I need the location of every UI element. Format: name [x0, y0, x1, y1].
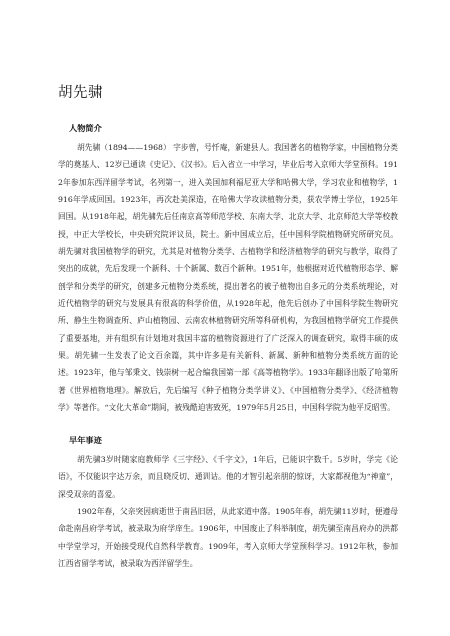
page-title: 胡先骕: [58, 85, 103, 101]
paragraph-biography-1: 胡先骕（1894——1968） 字步曾，号忏庵，新建县人。我国著名的植物学家，中国植物分类学的奠基人、12岁已通读《史记》、《汉书》。后入省立一中学习，毕业后考入京师大学堂预科。1912年参加东西洋留学考试，名列第一，进入美国加利福尼亚大学和哈佛大学，学习农业和植物学，1916年学成回国。1923年，再次赴美深造，在哈佛大学攻读植物分类，获农学博士学位，1925年回国。从1918年起，胡先骕先后任南京高等师范学校、东南大学、北京大学、北京师范大学等校教授，中正大学校长，中央研究院评议员，院士。新中国成立后，任中国科学院植物研究所研究员。胡先骕对我国植物学的研究，尤其是对植物分类学、古植物学和经济植物学的研究与教学，取得了突出的成就，先后发现一个新科、十个新属、数百个新种。1951年，他根据对近代植物形态学、解剖学和分类学的研究，创建多元植物分类系统，提出著名的被子植物出自多元的分类系统理论，对近代植物学的研究与发展具有很高的科学价值，从1928年起，他先后创办了中国科学院生物研究所、静生生物调查所、庐山植物园、云南农林植物研究所等科研机构，为我国植物学研究工作提供了重要基地，并有组织有计划地对我国丰富的植物资源进行了广泛深入的调查研究，取得丰硕的成果。胡先骕一生发表了论文百余篇，其中许多是有关新科、新属、新种和植物分类系统方面的论述。1923年，他与邹秉文、钱崇树一起合编我国第一部《高等植物学》。1933年翻译出版了哈第所著《世界植物地理》。解放后，先后编写《种子植物分类学讲义》、《中国植物分类学》、《经济植物学》等著作。“文化大革命”期间，被残酷迫害致死，1979年5月25日，中国科学院为他平反昭雪。: [58, 143, 398, 413]
paragraph-early-years-1: 胡先骕3岁时随家庭教师学《三字经》、《千字文》，1年后，已能识字数千。5岁时，学完《论语》，不仅能识字达万余，而且晓反切、通训诂。他的才智引起亲朋的惊讶，大家都视他为“神童”，深受双亲的喜爱。: [58, 455, 398, 499]
section-biography: [58, 122, 398, 417]
section-heading-early-years: 早年事迹: [69, 435, 102, 445]
paragraph-early-years-2: 1902年春，父亲突因病逝世于南昌旧居，从此家道中落。1905年春，胡先骕11岁时，便遵母命赴南昌府学考试，被录取为府学庠生。1906年，中国废止了科举制度，胡先骕至南昌府办的洪都中学堂学习，开始接受现代自然科学教育。1909年，考入京师大学堂预科学习。1912年秋，参加江西省留学考试，被录取为西洋留学生。: [58, 507, 398, 569]
section-heading-biography: 人物简介: [69, 123, 102, 133]
section-early-years: [58, 434, 398, 572]
